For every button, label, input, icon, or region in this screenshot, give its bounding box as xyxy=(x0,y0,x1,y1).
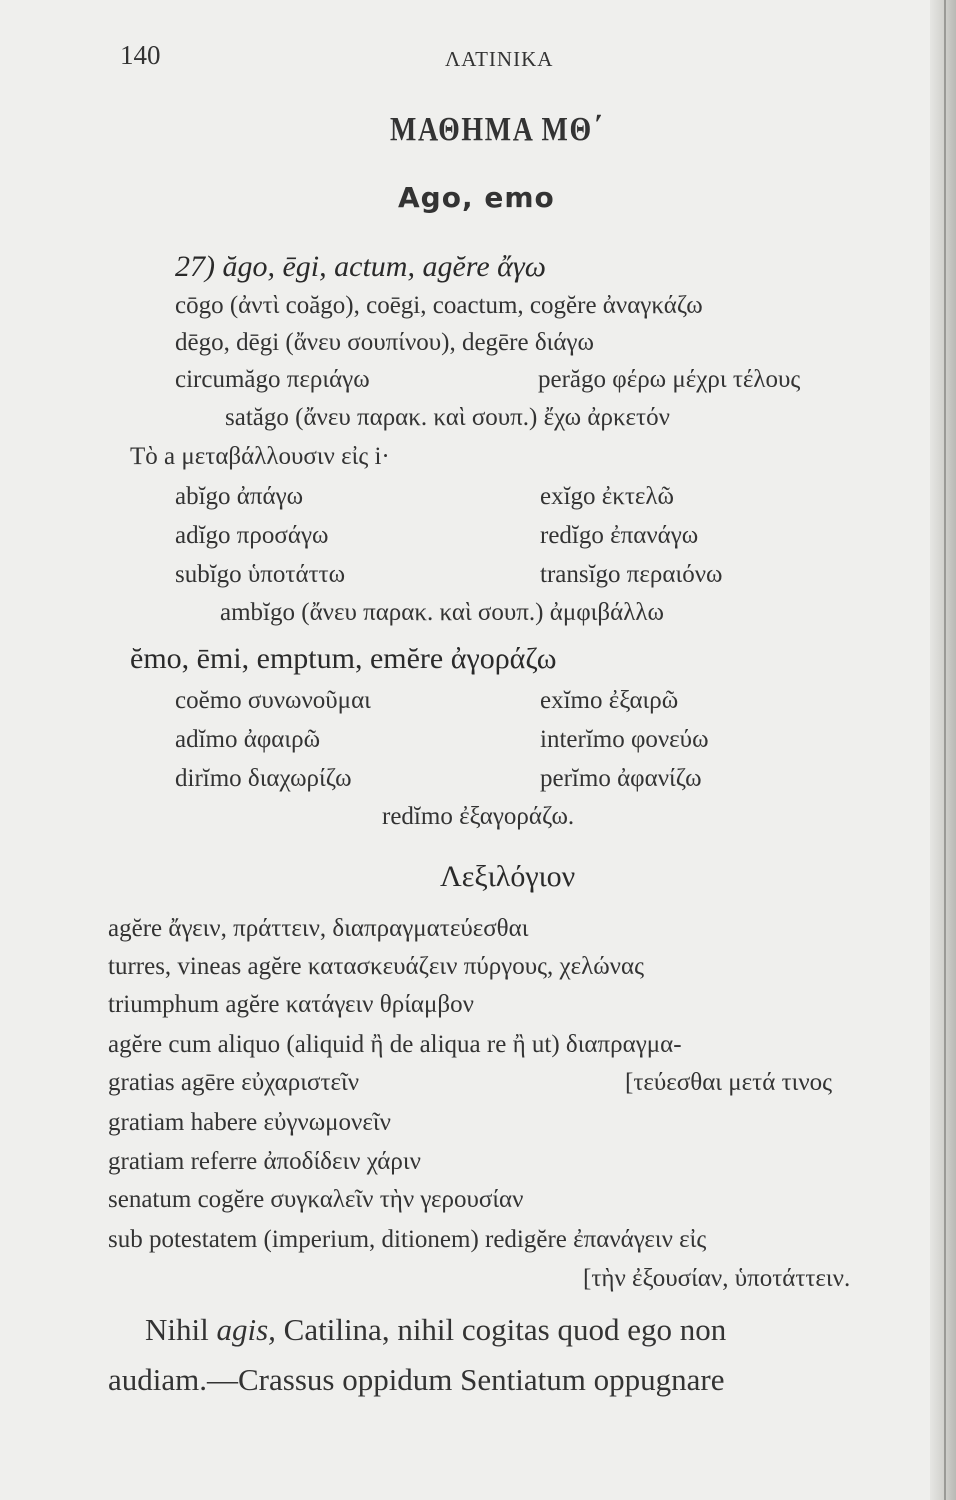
entry-perimo: perĭmo ἀφανίζω xyxy=(540,765,702,792)
entry-ambigo: ambĭgo (ἄνευ παρακ. καὶ σουπ.) ἀμφιβάλλω xyxy=(220,599,664,626)
page-number: 140 xyxy=(120,40,161,70)
entry-satago: satăgo (ἄνευ παρακ. καὶ σουπ.) ἔχω ἀρκετόν xyxy=(225,404,670,431)
vocab-line-5-continuation: [τεύεσθαι μετά τινος xyxy=(625,1069,833,1096)
vocab-line-9: sub potestatem (imperium, ditionem) redigĕre ἐπανάγειν εἰς xyxy=(108,1226,707,1253)
vocab-line-7: gratiam referre ἀποδίδειν χάριν xyxy=(108,1148,421,1175)
entry-emo: ĕmo, ēmi, emptum, emĕre ἀγοράζω xyxy=(130,642,557,675)
entry-circumago: circumăgo περιάγω xyxy=(175,366,370,393)
vocab-line-8: senatum cogĕre συγκαλεῖν τὴν γερουσίαν xyxy=(108,1186,524,1213)
lesson-subtitle: Ago, emo xyxy=(398,181,555,214)
vocab-line-3: triumphum agĕre κατάγειν θρίαμβον xyxy=(108,991,474,1018)
entry-cogo: cōgo (ἀντὶ coăgo), coēgi, coactum, cogĕre ἀναγκάζω xyxy=(175,292,703,319)
page-edge-shadow xyxy=(930,0,956,1500)
entry-coemo: coĕmo συνωνοῦμαι xyxy=(175,687,371,714)
reading-line-1 xyxy=(145,1312,726,1348)
vocab-line-6: gratiam habere εὐγνωμονεῖν xyxy=(108,1109,391,1136)
entry-transigo: transĭgo περαιόνω xyxy=(540,561,723,588)
vocab-line-4: agĕre cum aliquo (aliquid ἢ de aliqua re ἢ ut) διαπραγμα- xyxy=(108,1031,682,1058)
vocab-line-1: agĕre ἄγειν, πράττειν, διαπραγματεύεσθαι xyxy=(108,915,529,942)
vocab-line-2: turres, vineas agĕre κατασκευάζειν πύργους, χελώνας xyxy=(108,953,644,980)
entry-exigo: exĭgo ἐκτελῶ xyxy=(540,483,675,510)
running-title: ΛΑΤΙΝΙΚΑ xyxy=(445,47,554,71)
entry-perago: perăgo φέρω μέχρι τέλους xyxy=(538,366,801,393)
reading-line-1-start: Nihil xyxy=(145,1312,217,1347)
entry-eximo: exĭmo ἐξαιρῶ xyxy=(540,687,679,714)
entry-adimo: adĭmo ἀφαιρῶ xyxy=(175,726,321,753)
reading-line-1-end: Catilina, nihil cogitas quod ego non xyxy=(275,1312,727,1347)
entry-dirimo: dirĭmo διαχωρίζω xyxy=(175,765,352,792)
vocabulary-heading: Λεξιλόγιον xyxy=(440,860,576,893)
vocab-line-10: [τὴν ἐξουσίαν, ὑποτάττειν. xyxy=(583,1265,851,1292)
entry-ago: 27) ăgo, ēgi, actum, agĕre ἄγω xyxy=(175,250,546,283)
entry-adigo: adĭgo προσάγω xyxy=(175,522,329,549)
vocab-line-5: gratias agēre εὐχαριστεῖν xyxy=(108,1069,360,1096)
rule-a-to-i: Τὸ a μεταβάλλουσιν εἰς i· xyxy=(130,443,390,470)
reading-line-1-italic: agis, xyxy=(216,1312,276,1347)
reading-line-2: audiam.—Crassus oppidum Sentiatum oppugnare xyxy=(108,1362,725,1397)
entry-dego: dēgo, dēgi (ἄνευ σουπίνου), degēre διάγω xyxy=(175,329,594,356)
entry-redigo: redĭgo ἐπανάγω xyxy=(540,522,699,549)
entry-redimo: redĭmo ἐξαγοράζω. xyxy=(382,803,575,830)
lesson-title: ΜΑΘΗΜΑ ΜΘ΄ xyxy=(390,111,604,148)
entry-subigo: subĭgo ὑποτάττω xyxy=(175,561,346,588)
entry-abigo: abĭgo ἀπάγω xyxy=(175,483,304,510)
page-edge-line xyxy=(944,0,946,1500)
entry-interimo: interĭmo φονεύω xyxy=(540,726,709,753)
